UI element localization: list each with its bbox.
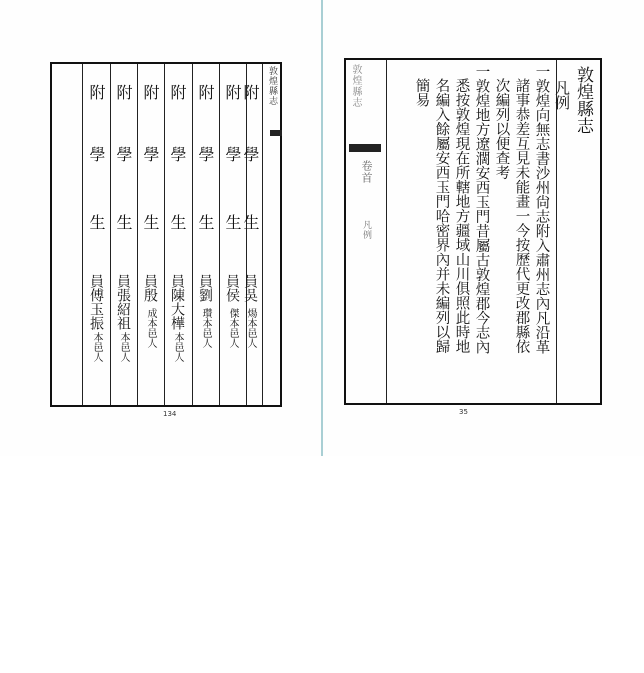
column-mid-char: 學 [141,146,160,162]
roster-column [111,64,135,405]
column-low-char: 生 [223,214,242,230]
column-rule [82,64,83,405]
student-origin: 成本邑人 [145,308,156,348]
column-top-char: 附 [87,84,106,100]
roster-column [220,64,244,405]
column-rule [262,64,263,405]
student-origin: 本邑人 [118,332,129,362]
column-mid-char: 學 [168,146,187,162]
column-top-char: 附 [196,84,215,100]
student-name: 員張紹祖 [115,274,131,330]
column-mid-char: 學 [87,146,106,162]
roster-column [165,64,189,405]
column-mid-char: 學 [241,146,260,162]
margin-volume: 卷首 [360,160,373,184]
student-name: 員殷 [142,274,158,302]
column-top-char: 附 [241,84,260,100]
student-origin: 傑本邑人 [227,308,238,348]
text-column: 悉按敦煌現在所轄地方疆域山川俱照此時地 [453,78,470,354]
roster-column [193,64,217,405]
column-low-char: 生 [87,214,106,230]
left-page-frame [50,62,282,407]
student-origin: 煬本邑人 [245,308,256,348]
student-origin: 瓚本邑人 [200,308,211,348]
column-mid-char: 學 [114,146,133,162]
column-low-char: 生 [196,214,215,230]
roster-column [138,64,162,405]
right-page-frame [344,58,602,405]
column-low-char: 生 [168,214,187,230]
fishtail-mark [349,144,381,152]
text-column: 諸事恭差互見未能畫一今按歷代更改郡縣依 [513,78,530,354]
text-column: 次編列以便查考 [493,78,510,180]
column-low-char: 生 [114,214,133,230]
margin-folio: 凡例 [361,220,371,240]
column-top-char: 附 [141,84,160,100]
roster-column [84,64,108,405]
student-origin: 本邑人 [91,332,102,362]
column-mid-char: 學 [196,146,215,162]
student-name: 員傅玉振 [88,274,104,330]
text-column: 名編入餘屬安西玉門哈密界內并未編列以歸 [433,78,450,354]
fishtail-mark [270,130,282,136]
student-origin: 本邑人 [172,332,183,362]
column-low-char: 生 [141,214,160,230]
column-top-char: 附 [223,84,242,100]
column-low-char: 生 [241,214,260,230]
page-number: 35 [459,408,468,416]
student-name: 員陳大樺 [169,274,185,330]
text-column: 一敦煌地方遼濶安西玉門昔屬古敦煌郡今志內 [473,64,490,354]
left-page [0,0,321,456]
student-name: 員劉 [197,274,213,302]
column-rule [386,60,387,403]
right-page [323,0,644,456]
column-top-char: 附 [114,84,133,100]
margin-title: 敦煌縣志 [267,66,277,106]
page-title: 敦煌縣志 [573,66,593,134]
column-mid-char: 學 [223,146,242,162]
text-column: 一敦煌向無志書沙州尙志附入肅州志內凡沿革 [533,64,550,354]
text-column: 簡易 [413,78,430,107]
student-name: 員侯 [224,274,240,302]
section-heading: 凡例 [553,80,571,110]
margin-title: 敦煌縣志 [350,64,361,108]
page-number: 134 [163,410,177,418]
student-name: 員吳 [242,274,258,302]
column-top-char: 附 [168,84,187,100]
